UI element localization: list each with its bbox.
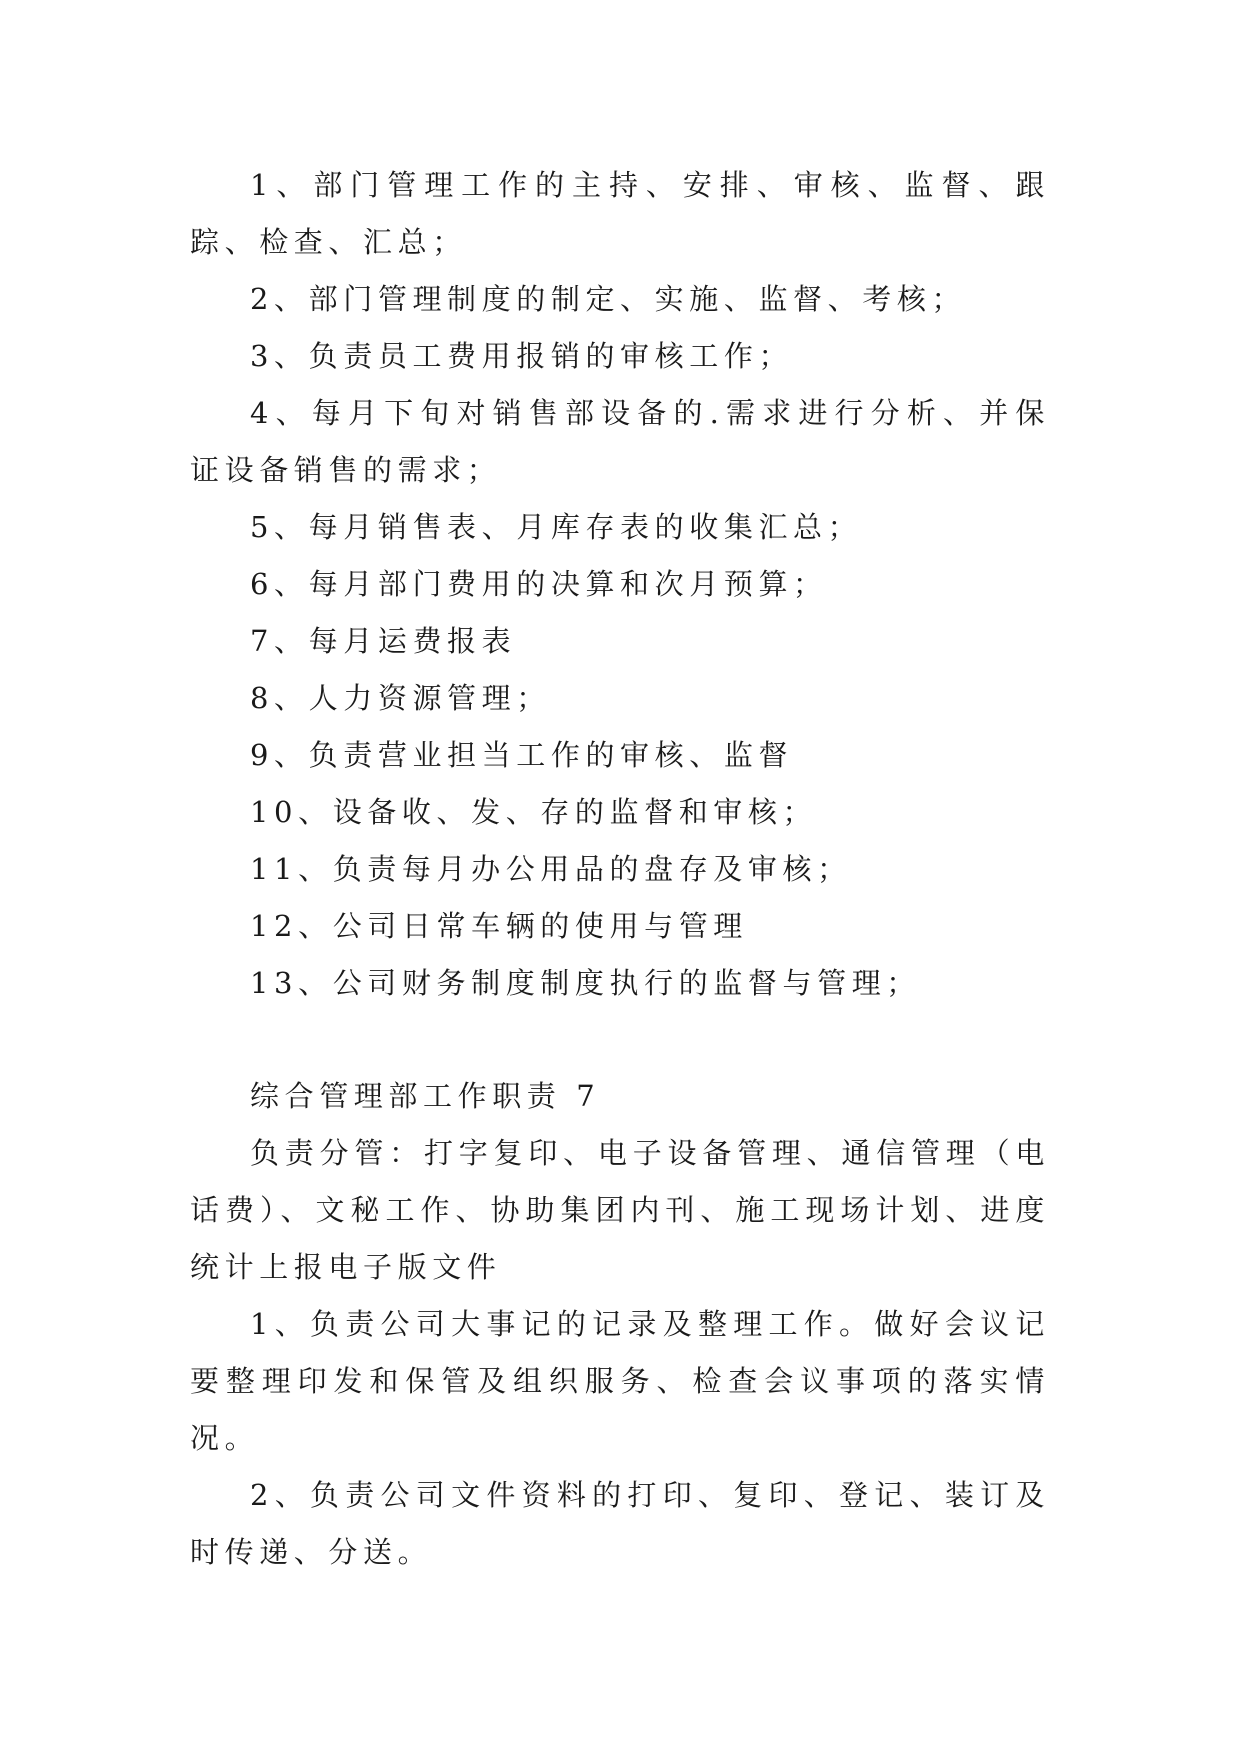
section-item-1: 1、负责公司大事记的记录及整理工作。做好会议记要整理印发和保管及组织服务、检查会议事项的落实情况。 [190,1307,1050,1455]
duty-item-4: 4、每月下旬对销售部设备的.需求进行分析、并保证设备销售的需求； [190,396,1050,487]
duty-item-11: 11、负责每月办公用品的盘存及审核； [250,852,852,886]
section-intro: 负责分管：打字复印、电子设备管理、通信管理（电话费）、文秘工作、协助集团内刊、施工现场计划、进度统计上报电子版文件 [190,1136,1050,1284]
duty-item-2: 2、部门管理制度的制定、实施、监督、考核； [250,282,967,316]
duty-item-8: 8、人力资源管理； [250,681,551,715]
duty-item-9: 9、负责营业担当工作的审核、监督 [250,738,794,772]
duty-item-10: 10、设备收、发、存的监督和审核； [250,795,818,829]
section-item-2: 2、负责公司文件资料的打印、复印、登记、装订及时传递、分送。 [190,1478,1050,1569]
duty-item-1: 1、部门管理工作的主持、安排、审核、监督、跟踪、检查、汇总； [190,168,1050,259]
duty-item-6: 6、每月部门费用的决算和次月预算； [250,567,828,601]
duty-item-3: 3、负责员工费用报销的审核工作； [250,339,794,373]
section-title: 综合管理部工作职责 7 [250,1079,601,1113]
document-body [190,157,1050,1581]
duty-item-5: 5、每月销售表、月库存表的收集汇总； [250,510,863,544]
duty-item-7: 7、每月运费报表 [250,624,517,658]
duty-item-13: 13、公司财务制度制度执行的监督与管理； [250,966,921,1000]
duty-item-12: 12、公司日常车辆的使用与管理 [250,909,748,943]
